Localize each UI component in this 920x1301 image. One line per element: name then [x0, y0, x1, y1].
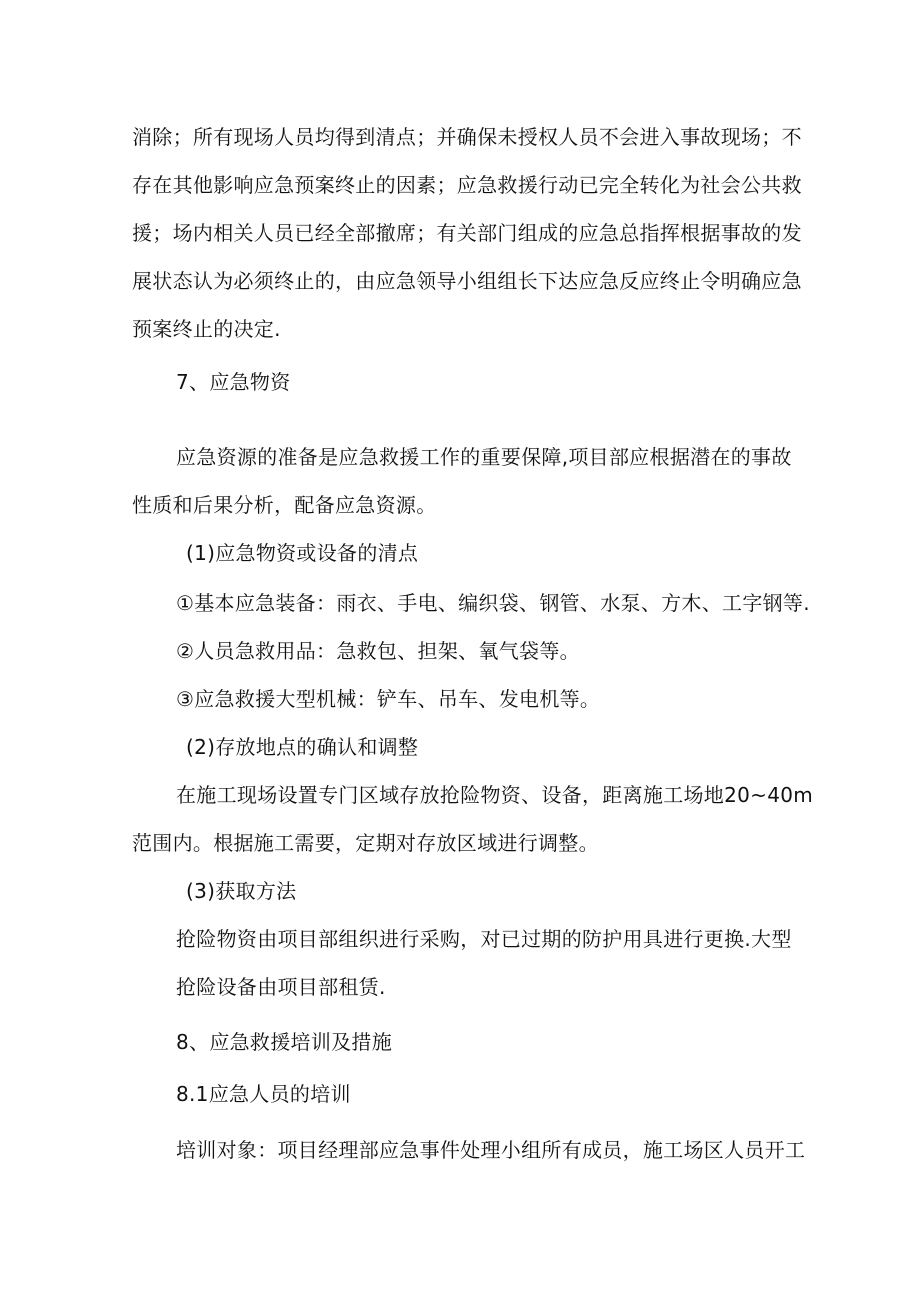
subsection-heading: (2)存放地点的确认和调整 [186, 735, 419, 759]
list-item: ①基本应急装备：雨衣、手电、编织袋、钢管、水泵、方木、工字钢等. [176, 591, 810, 615]
section-heading: 8、应急救援培训及措施 [176, 1030, 393, 1054]
paragraph-line: 培训对象：项目经理部应急事件处理小组所有成员，施工场区人员开工 [176, 1138, 806, 1162]
section-heading: 7、应急物资 [176, 370, 291, 394]
section-heading: 8.1应急人员的培训 [176, 1082, 351, 1106]
paragraph-line: 在施工现场设置专门区域存放抢险物资、设备，距离施工场地20~40m [176, 783, 814, 807]
paragraph-line: 预案终止的决定. [132, 317, 281, 341]
paragraph-line: 抢险物资由项目部组织进行采购，对已过期的防护用具进行更换.大型 [176, 927, 792, 951]
paragraph-line: 抢险设备由项目部租赁. [176, 975, 386, 999]
subsection-heading: (1)应急物资或设备的清点 [186, 541, 419, 565]
paragraph-line: 性质和后果分析，配备应急资源。 [132, 493, 437, 517]
paragraph-line: 应急资源的准备是应急救援工作的重要保障,项目部应根据潜在的事故 [176, 445, 792, 469]
paragraph-line: 范围内。根据施工需要，定期对存放区域进行调整。 [132, 831, 599, 855]
subsection-heading: (3)获取方法 [186, 879, 297, 903]
paragraph-line: 展状态认为必须终止的，由应急领导小组组长下达应急反应终止令明确应急 [132, 269, 802, 293]
paragraph-line: 存在其他影响应急预案终止的因素；应急救援行动已完全转化为社会公共救 [132, 173, 802, 197]
paragraph-line: 消除；所有现场人员均得到清点；并确保未授权人员不会进入事故现场；不 [132, 125, 802, 149]
list-item: ③应急救援大型机械：铲车、吊车、发电机等。 [176, 687, 601, 711]
list-item: ②人员急救用品：急救包、担架、氧气袋等。 [176, 639, 580, 663]
paragraph-line: 援；场内相关人员已经全部撤席；有关部门组成的应急总指挥根据事故的发 [132, 221, 802, 245]
